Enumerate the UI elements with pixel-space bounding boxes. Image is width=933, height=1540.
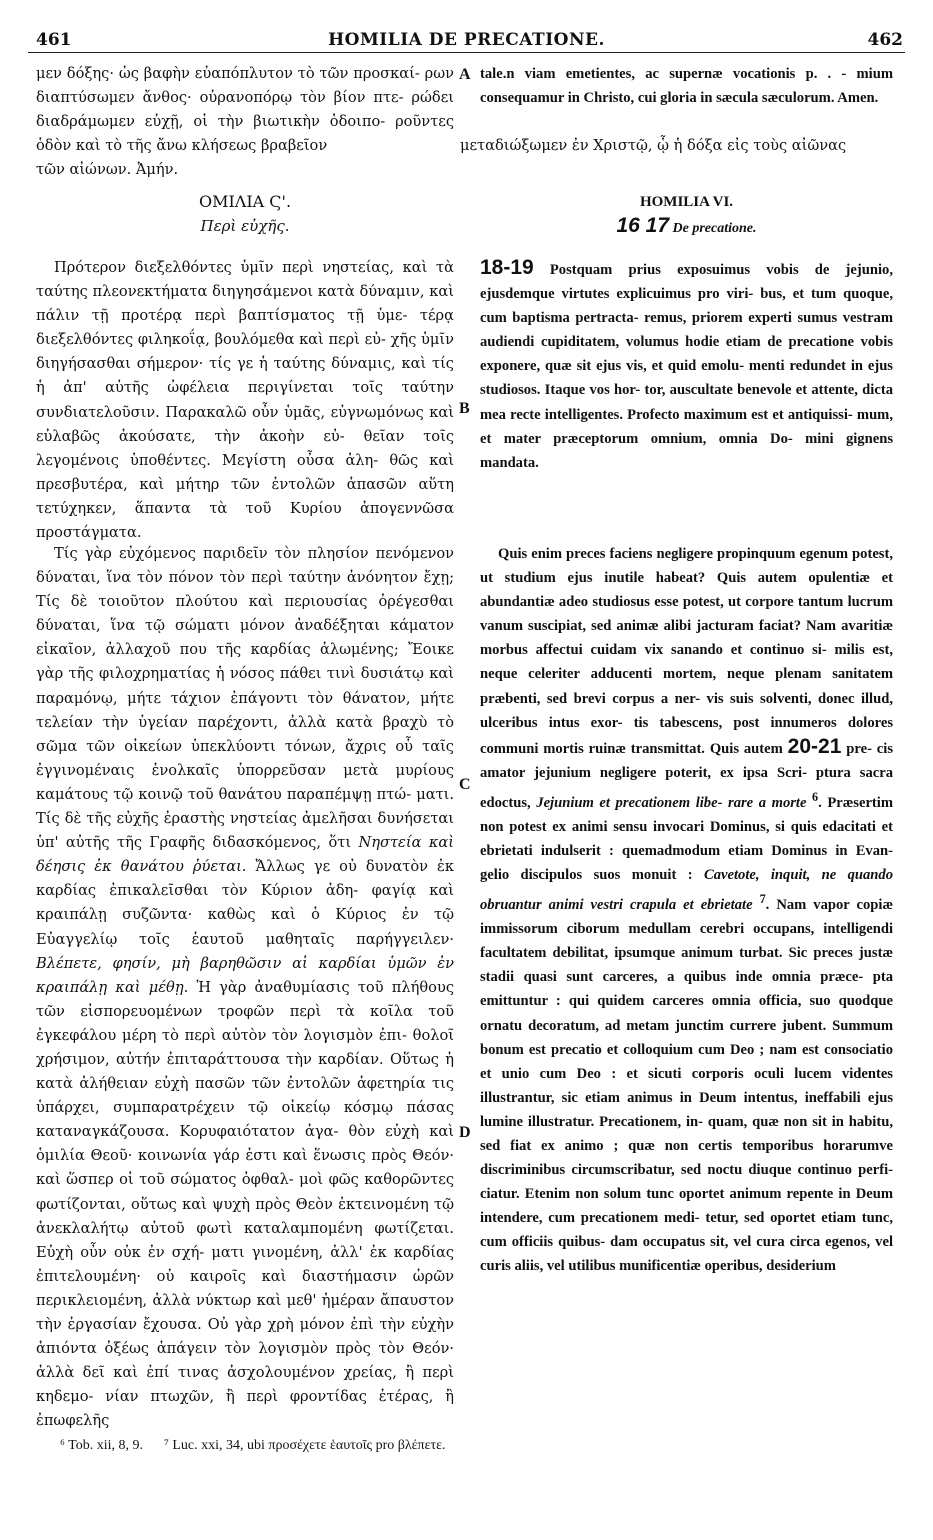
latin-p2-text-c: Præsertim non potest ex animi sensu invocari Dominus, si quis edacitati et ebrietati indulserit : quemadmodum etiam Dominus in Evan- gelio discipulos suos monuit : <box>480 794 893 884</box>
greek-homily-subheading: Περὶ εὐχῆς. <box>200 217 290 236</box>
footnote-ref-7: 7 <box>759 892 766 907</box>
greek-p2-quote-2: Βλέπετε, φησίν, μὴ βαρηθῶσιν αἱ καρδίαι ὑμῶν ἐν κραιπάλῃ καὶ μέθῃ. <box>36 954 454 996</box>
latin-p1-text: Postquam prius exposuimus vobis de jejunio, ejusdemque virtutes explicuimus pro viri- bus, et tum quoque, cum baptisma pertracta- remus, priorem experti sumus vestram audiendi cupiditatem, volumus hodie etiam de precatione vobis exponere, quæ sit ejus vis, et quid emolu- menti redundet in ejus studiosos. Itaque vos hor- tor, auscultate benevole et attente, dicta mea recte intelligentes. Profecto maximum est et antiquissi- mum, et mater præceptorum omnium, omnia Do- mini gignens mandata. <box>480 262 893 471</box>
column-numbers-20-21: 20-21 <box>787 734 842 758</box>
column-numbers-16-17: 16 17 <box>616 214 670 238</box>
greek-p2-text-b: Ἄλλως γε οὐ δυνατὸν ἐκ καρδίας ἐπικαλεῖσθαι τὸν Κύριον ἀδη- φαγίᾳ καὶ κραιπάλῃ συζῶντα· καθὼς καὶ ὁ Κύριος ἐν τῷ Εὐαγγελίῳ τοῖς ἑαυτοῦ μαθηταῖς παρήγγειλεν· <box>36 858 455 948</box>
footnote-7: ⁷ Luc. xxi, 34, ubi προσέχετε ἑαυτοῖς pro βλέπετε. <box>163 1438 446 1453</box>
latin-paragraph-2: Quis enim preces faciens negligere propinquum egenum potest, ut studium ejus inutile habeat? Quis autem opulentiæ et abundantiæ adeo studiosus esse potest, ut corpore tantum lucrum vanum suscipiat, sed animæ alibi jacturam faciat? Nam avaritiæ morbus affectui cuidam vix sanando et continuo si- milis est, neque celeriter adducenti mortem, neque plenam sanitatem præbenti, sed brevi corpus a ner- vis suis solventi, donec illud, ulceribus intus exor- tis tabescens, post innumeros dolores communi mortis ruinæ transmittat. Quis autem 20-21 pre- cis amator jejunium negligere poterit, ex ipsa Scri- ptura sacra edoctus, Jejunium et precationem libe- rare a morte $^6$. Præsertim non potest ex animi sensu invocari Dominus, si quis edacitati et ebrietati indulserit : quemadmodum etiam Dominus in Evan- gelio discipulos suos monuit : Cavetote, inquit, ne quando obruantur animi vestri crapula et ebrietate $^7$. Nam vapor copiæ immissorum ciborum medullam cerebri occupans, intelligendi facultatem debilitat, ipsumque animum turbat. Sic preces justæ stadii quasi sunt carceres, a quibus inde omnia præce- pta emittuntur : qui quidem carceres omnia officia, suo quodque ornatu decoratum, ad metam junctim currere jubent. Summum bonum est precatio et colloquium cum Deo ; nam est consociatio et unio cum Deo : et sicuti corporis oculi lucem videntes illustrantur, sic etiam animus in Deum intentus, ineffabili ejus lumine illustratur. Precationem, in- quam, quæ non sit in habitu, sed fiat ex animo ; quæ non certis temporibus horarumve discriminibus circumscribatur, sed noctu diuque continuo perfi- ciatur. Etenim non solum tunc oportet animum repente in Deum intendere, cum precationem medi- tetur, sed oportet etiam tunc, cum officiis quibus- dam occupatus sit, vel cura circa egenos, vel curis aliis, vel utilibus munificentiæ operibus, desiderium <box>480 546 894 1275</box>
latin-p2-text-a: Quis enim preces faciens negligere propinquum egenum potest, ut studium ejus inutile habeat? Quis autem opulentiæ et abundantiæ adeo studiosus esse potest, ut corpore tantum lucrum vanum suscipiat, sed animæ alibi jacturam faciat? Nam avaritiæ morbus affectui cuidam vix sanando et continuo si- milis est, neque celeriter adducenti mortem, neque plenam sanitatem præbenti, sed brevi corpus a ner- vis suis solventi, donec illud, ulceribus intus exor- tis tabescens, post innumeros dolores communi mortis ruinæ transmittat. Quis autem <box>480 546 893 757</box>
latin-paragraph-1 <box>480 256 893 475</box>
greek-continuation: μεν δόξης· ὡς βαφὴν εὐαπόπλυτον τὸ τῶν προσκαί- ρων διαπτύσωμεν ἄνθος· οὐρανοπόρῳ τὸν βίον πτε- ρώδει διαδράμωμεν εὐχῇ, οἱ τὴν βιωτικὴν ὁδοιπο- ροῦντες ὁδὸν καὶ τὸ τῆς ἄνω κλήσεως βραβεῖον <box>36 65 454 155</box>
left-page-number: 461 <box>36 30 72 50</box>
latin-p2-text-b: pre- cis amator jejunium negligere poterit, ex ipsa Scri- ptura sacra edoctus, <box>480 740 894 811</box>
running-header <box>28 26 905 53</box>
latin-homily-heading: HOMILIA VI. <box>639 194 734 210</box>
greek-homily-heading: ΟΜΙΛΙΑ Ϛ'. <box>198 192 292 211</box>
greek-continuation-end: τῶν αἰώνων. Ἀμήν. <box>36 161 179 178</box>
latin-homily-heading-block <box>480 190 893 241</box>
latin-continuation: tale.n viam emetientes, ac supernæ vocationis p. . - mium consequamur in Christo, cui gloria in sæcula sæculorum. Amen. <box>480 66 893 107</box>
right-page-number: 462 <box>867 30 903 50</box>
margin-letter-a: A <box>459 66 471 83</box>
footnote-ref-6: 6 <box>812 789 819 804</box>
greek-bridge-line: μεταδιώξωμεν ἐν Χριστῷ, ᾧ ἡ δόξα εἰς τοὺς αἰῶνας <box>460 137 847 154</box>
greek-paragraph-2 <box>36 542 454 1433</box>
latin-homily-subheading: De precatione. <box>672 221 757 237</box>
running-title: HOMILIA DE PRECATIONE. <box>328 30 605 50</box>
latin-p2-text-d: Nam vapor copiæ immissorum ciborum medullam cerebri occupans, intelligendi facultatem debilitat, ipsumque animum turbat. Sic preces justæ stadii quasi sunt carceres, a quibus inde omnia præce- pta emittuntur : qui quidem carceres omnia officia, suo quodque ornatu decoratum, ad metam junctim currere jubent. Summum bonum est precatio et colloquium cum Deo ; nam est consociatio et unio cum Deo : et sicuti corporis oculi lucem videntes illustrantur, sic etiam animus in Deum intentus, ineffabili ejus lumine illustratur. Precationem, in- quam, quæ non sit in habitu, sed fiat ex animo ; quæ non certis temporibus horarumve discriminibus circumscribatur, sed noctu diuque continuo perfi- ciatur. Etenim non solum tunc oportet animum repente in Deum intendere, cum precationem medi- tetur, sed oportet etiam tunc, cum officiis quibus- dam occupatus sit, vel cura circa egenos, vel curis aliis, vel utilibus munificentiæ operibus, desiderium <box>480 897 894 1275</box>
greek-p2-text-c: Ἡ γὰρ ἀναθυμίασις τοῦ πλήθους τῶν εἰσπορευομένων τροφῶν περὶ τὰ κοῖλα τοῦ ἐγκεφάλου μέρη τὸ περὶ αὐτὸν τὸν λογισμὸν ἐπι- θολοῖ χρήσιμον, αὐτήν ἐπιταράττουσα τὴν καρδίαν. Οὕτως ἡ κατὰ ἀλήθειαν εὐχὴ πασῶν τῶν ἐντολῶν ἀφετηρία τις ὑπάρχει, συμπαρατρέχειν τῷ οἰκείῳ κόσμῳ πάσας καταναγκάζουσα. Κορυφαιότατον ἀγα- θὸν εὐχὴ καὶ ὁμιλία Θεοῦ· κοινωνία γάρ ἐστι καὶ ἕνωσις πρὸς Θεόν· καὶ ὥσπερ οἱ τοῦ σώματος ὀφθαλ- μοὶ φῶς καθορῶντες φωτίζονται, οὕτως καὶ ψυχὴ πρὸς Θεὸν ἐκτεινομένη τῷ ἀνεκλαλήτῳ αὐτοῦ φωτὶ καταλαμπομένη φωτίζεται. Εὐχὴ οὖν οὐκ ἐν σχή- ματι γινομένη, ἀλλ' ἐκ καρδίας ἐπιτελουμένη· οὐ καιροῖς καὶ διαστήμασιν ὡρῶν περικλειομένη, ἀλλὰ νύκτωρ καὶ μεθ' ἡμέραν ἄπαυστον τὴν ἐργασίαν ἔχουσα. Οὐ γὰρ χρὴ μόνον ἐπὶ τὴν εὐχὴν ἀπιόντα ὀξέως ἀπάγειν τὸν λογισμὸν πρὸς τὸν Θεόν· ἀλλὰ δεῖ καὶ ἐπί τινας ἀσχολουμένον χρείας, ἢ περὶ κηδεμο- νίαν πτωχῶν, ἢ περὶ φροντίδας ἑτέρας, ἢ ἐπωφελῆς <box>36 978 454 1430</box>
latin-p2-quote-1: Jejunium et precationem libe- rare a morte <box>536 794 807 811</box>
margin-letter-c: C <box>459 776 471 793</box>
margin-letter-d: D <box>459 1124 471 1141</box>
footnote-6: ⁶ Tob. xii, 8, 9. <box>60 1438 143 1453</box>
greek-p2-quote-1: Νηστεία καὶ δέησις ἐκ θανάτου ῥύεται. <box>36 834 454 876</box>
greek-paragraph-1: Πρότερον διεξελθόντες ὑμῖν περὶ νηστείας, καὶ τὰ ταύτης πλεονεκτήματα διηγησάμενοι κατὰ δύναμιν, καὶ πάλιν τῇ προτέρᾳ περὶ βαπτίσματος τῇ ὑμε- τέρᾳ διεξελθόντες φιληκοΐᾳ, βουλόμεθα καὶ περὶ εὐ- χῆς ὑμῖν διηγήσασθαι σήμερον· τίς γε ἡ ταύτης δύναμις, καὶ τίς ἡ ἀπ' αὐτῆς ὠφέλεια περιγίνεται τοῖς ταύτην συνδιατελοῦσιν. Παρακαλῶ οὖν ὑμᾶς, εὐγνωμόνως καὶ εὐλαβῶς ἀκούσατε, τὴν ἀκοὴν εὐ- θεῖαν τοῖς λεγομένοις ὑποθέντες. Μεγίστη οὖσα ἀλη- θῶς καὶ πρεσβυτέρα, καὶ μήτηρ τῶν ἐντολῶν ἁπασῶν αὕτη τετύχηκεν, ἅπαντα τὰ τοῦ Κυρίου ἀπογεννῶσα προστάγματα. <box>36 259 454 542</box>
greek-p2-text-a: Τίς γὰρ εὐχόμενος παριδεῖν τὸν πλησίον πενόμενον δύναται, ἵνα τὸν πόνον τὸν περὶ ταύτην ἀνόνητον ἔχῃ; Τίς δὲ τοιοῦτον πλούτου καὶ περιουσίας ὀρέγεσθαι δύναται, ἵνα τῷ σώματι μόνον ἀναδέξηται κάματον εἰκαῖον, ἀλλαχοῦ που τῆς καρδίας ἀλωμένης; Ἔοικε γὰρ τῆς φιλοχρηματίας ἡ νόσος πάθει τινὶ δυσιάτῳ καὶ παραμόνῳ, μήτε τάχιον ἐπάγοντι τὸν θάνατον, μήτε τελείαν τὴν ὑγείαν παρέχοντι, ἀλλὰ κατὰ βραχὺ τὸ σῶμα τῶν οἰκείων ὑπεκλύοντι τόνων, ἄχρις οὗ ταῖς ἐγγινομέναις ἑνολκαῖς ὑπορρεῦσαν μετὰ μυρίους καμάτους τῷ κοινῷ τοῦ θανάτου παραπέμψῃ πτώ- ματι. Τίς δὲ τῆς εὐχῆς ἐραστὴς νηστείας ἀμελῆσαι δυνήσεται ὑπ' αὐτῆς τῆς Γραφῆς διδασκόμενος, ὅτι <box>36 545 454 852</box>
margin-letter-b: B <box>459 400 470 417</box>
greek-column <box>36 62 454 158</box>
latin-p2-quote-2: Cavetote, inquit, ne quando obruantur animi vestri crapula et ebrietate <box>480 867 894 914</box>
footnotes <box>60 1438 445 1454</box>
column-numbers-18-19: 18-19 <box>480 256 534 279</box>
greek-homily-heading-block <box>36 190 454 238</box>
